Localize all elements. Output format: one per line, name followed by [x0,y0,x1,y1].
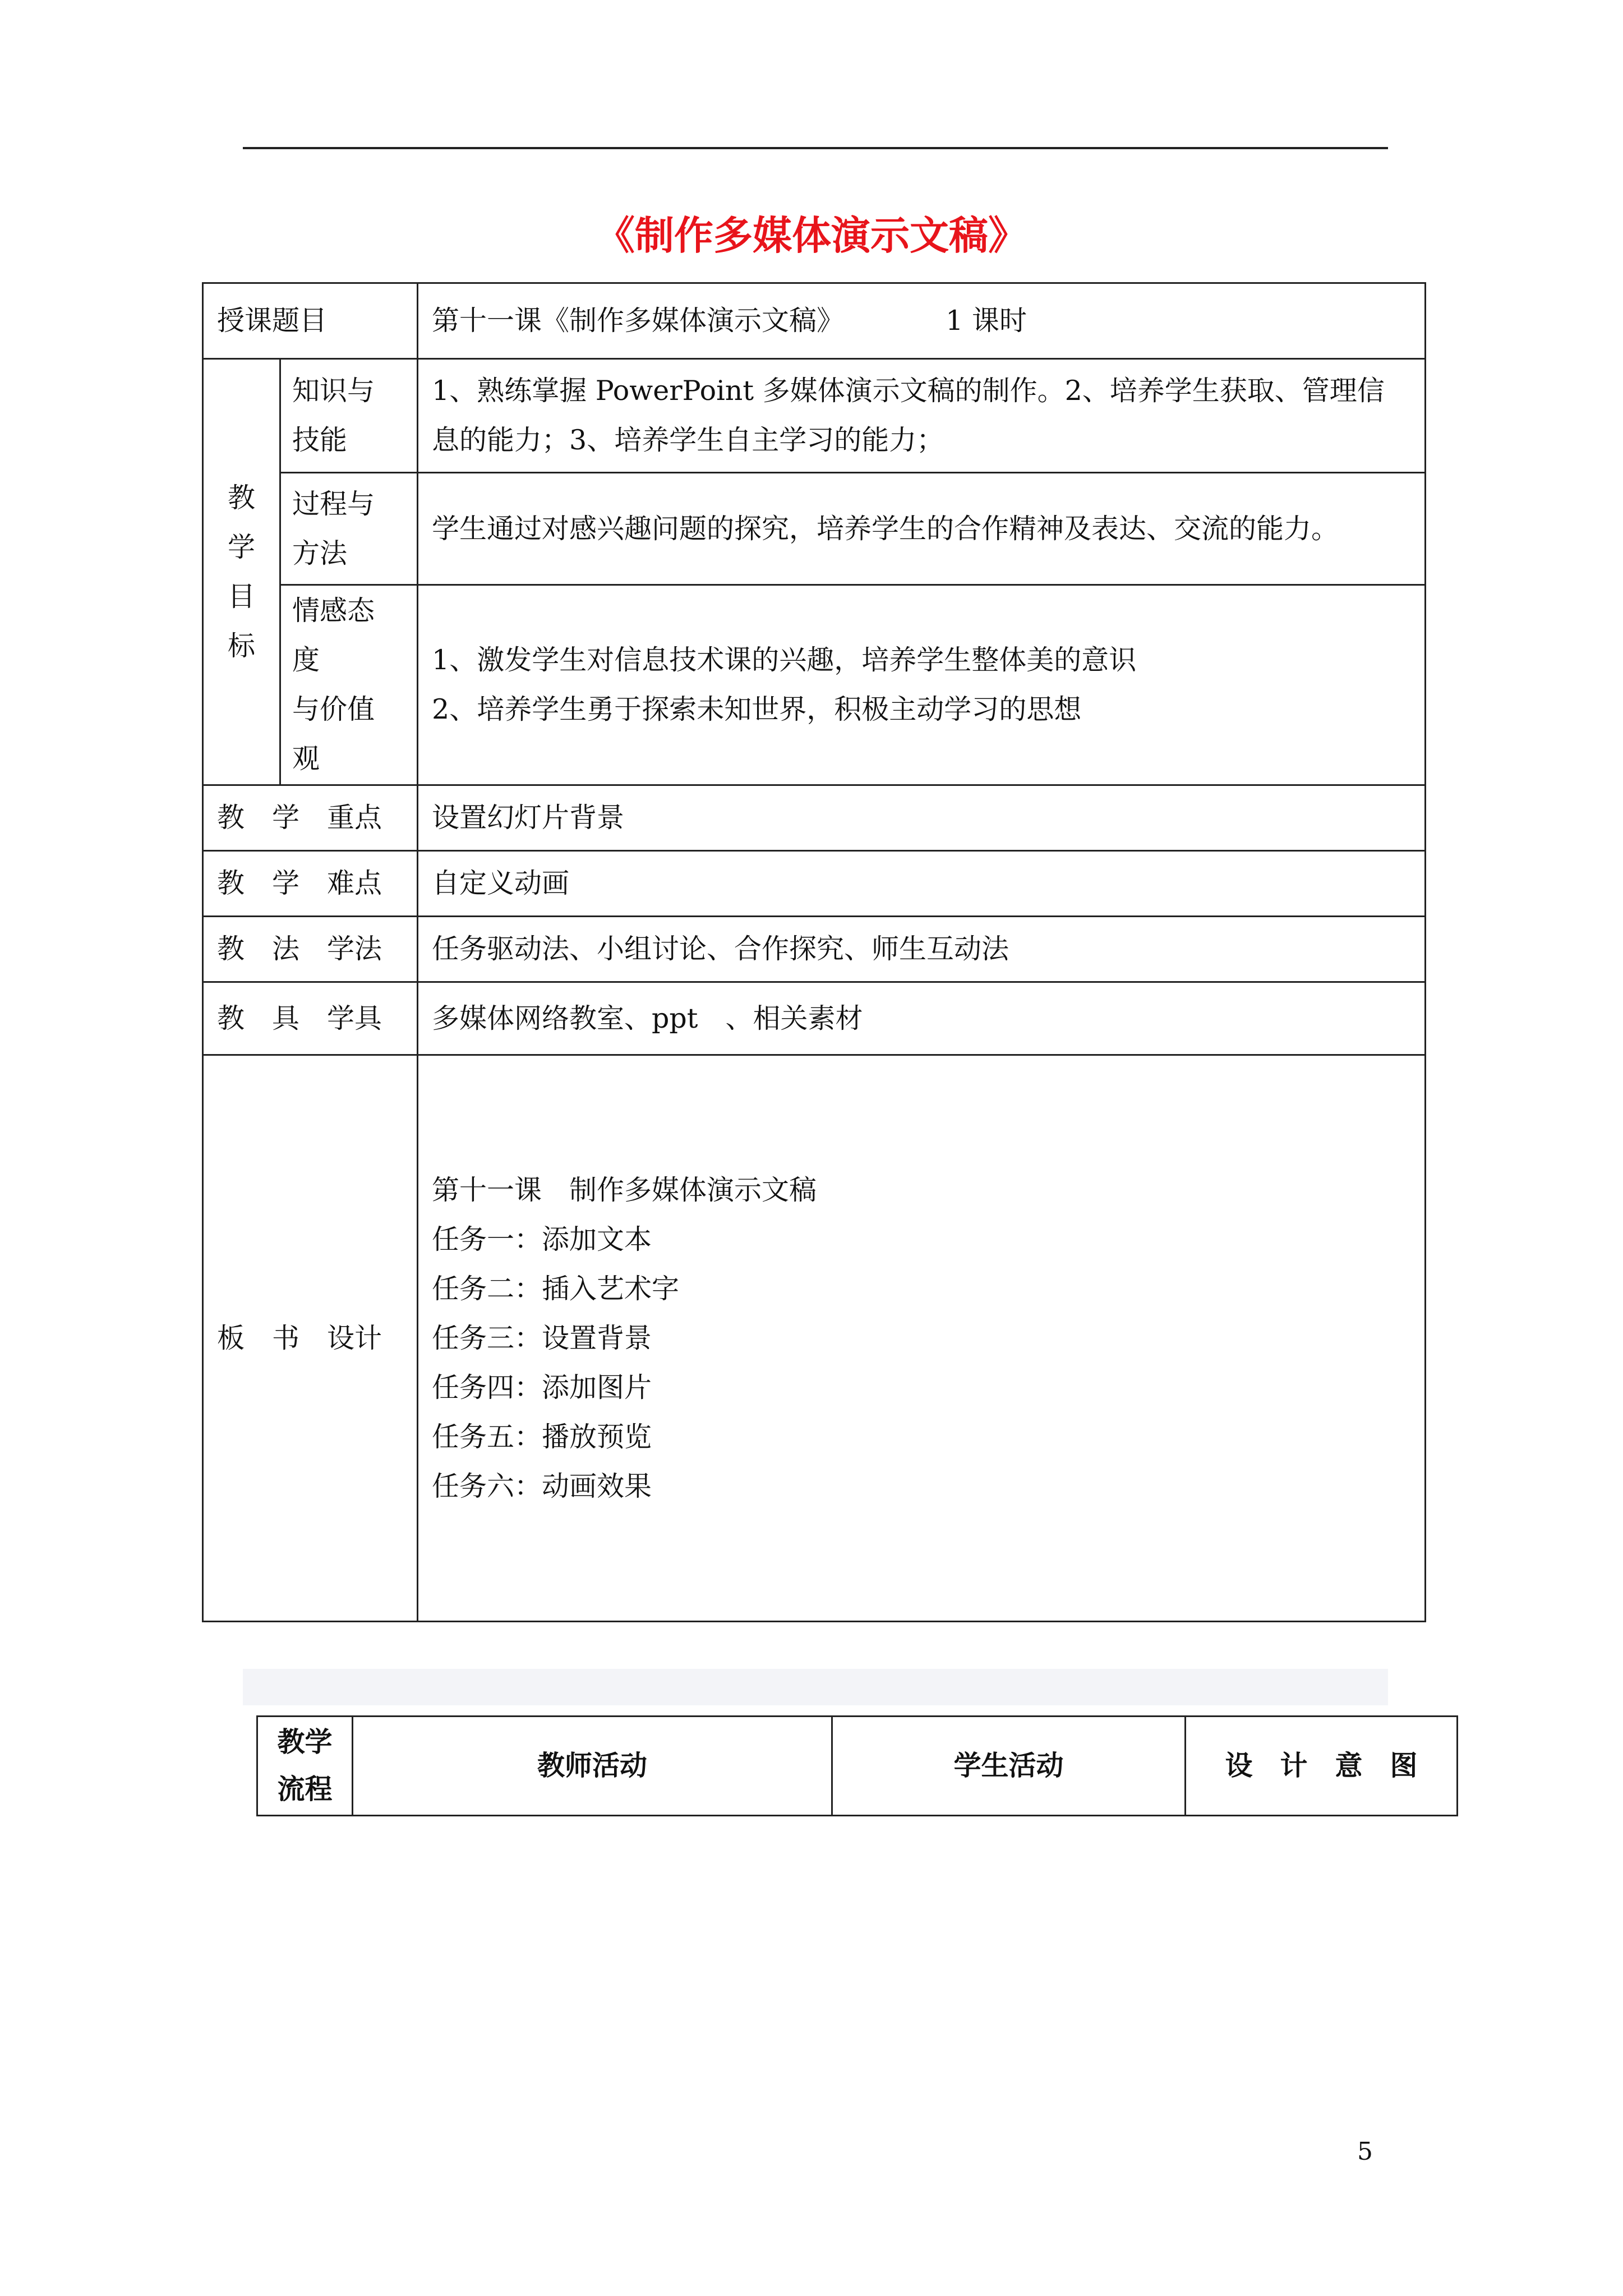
row-difficulty [203,851,1426,917]
teaching-flow-table [256,1715,1458,1816]
process-label-line: 过程与 [292,487,375,520]
difficulty-value: 自定义动画 [418,851,1426,917]
knowledge-label [280,359,418,473]
emotion-line: 1、激发学生对信息技术课的兴趣，培养学生整体美的意识 [432,644,1137,676]
board-label: 板 书 设计 [203,1055,418,1622]
knowledge-value: 1、熟练掌握 PowerPoint 多媒体演示文稿的制作。2、培养学生获取、管理信息的能力；3、培养学生自主学习的能力； [418,359,1426,473]
goals-char: 目 [227,580,255,613]
emotion-label [280,585,418,785]
topic-text: 第十一课《制作多媒体演示文稿》 [432,305,845,337]
row-tools [203,982,1426,1055]
row-board [203,1055,1426,1622]
row-key-point [203,785,1426,851]
goals-char: 教 [227,481,255,514]
flow-col-process [257,1717,353,1816]
tools-label: 教 具 学具 [203,982,418,1055]
lesson-plan-table [202,282,1426,1622]
goals-label [203,359,280,785]
flow-col-intent: 设 计 意 图 [1186,1717,1458,1816]
flow-col-process-line: 教学 [277,1726,333,1758]
emotion-label-line: 情感态 [292,595,375,627]
topic-value [418,283,1426,359]
emotion-label-line: 度 [292,644,320,676]
flow-col-process-line: 流程 [277,1773,333,1805]
page-number: 5 [1357,2137,1373,2166]
method-value: 任务驱动法、小组讨论、合作探究、师生互动法 [418,917,1426,982]
emotion-label-line: 与价值 [292,693,375,725]
topic-hours: 1 课时 [946,305,1027,337]
emotion-value [418,585,1426,785]
board-line: 任务六：动画效果 [432,1470,652,1502]
knowledge-label-line: 技能 [292,424,348,456]
tools-value: 多媒体网络教室、ppt 、相关素材 [418,982,1426,1055]
board-value [418,1055,1426,1622]
row-topic [203,283,1426,359]
shaded-band [243,1669,1388,1705]
flow-header-row [257,1717,1458,1816]
goals-char: 学 [227,531,255,563]
goals-char: 标 [227,629,255,662]
key-value: 设置幻灯片背景 [418,785,1426,851]
board-line: 任务二：插入艺术字 [432,1272,680,1305]
emotion-label-line: 观 [292,743,320,775]
row-method [203,917,1426,982]
row-knowledge [203,359,1426,473]
process-label-line: 方法 [292,537,348,569]
method-label: 教 法 学法 [203,917,418,982]
difficulty-label: 教 学 难点 [203,851,418,917]
key-label: 教 学 重点 [203,785,418,851]
board-line: 任务三：设置背景 [432,1322,652,1354]
document-title: 《制作多媒体演示文稿》 [596,213,1027,259]
header-rule [243,147,1388,149]
row-emotion [203,585,1426,785]
board-line: 第十一课 制作多媒体演示文稿 [432,1174,817,1206]
board-line: 任务五：播放预览 [432,1420,652,1453]
process-label [280,473,418,585]
flow-col-teacher: 教师活动 [353,1717,832,1816]
board-line: 任务一：添加文本 [432,1223,652,1255]
process-value: 学生通过对感兴趣问题的探究，培养学生的合作精神及表达、交流的能力。 [418,473,1426,585]
board-line: 任务四：添加图片 [432,1371,652,1404]
knowledge-label-line: 知识与 [292,375,375,407]
row-process [203,473,1426,585]
flow-col-student: 学生活动 [832,1717,1186,1816]
topic-label: 授课题目 [203,283,418,359]
emotion-line: 2、培养学生勇于探索未知世界，积极主动学习的思想 [432,693,1082,725]
